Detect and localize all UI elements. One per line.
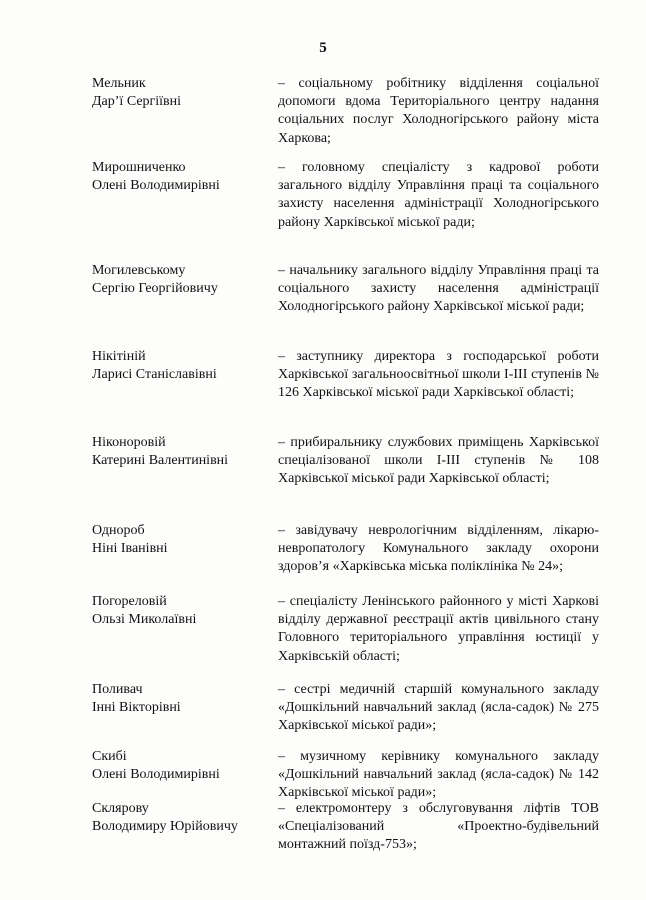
person-given-names: Олені Володимирівні [92, 178, 220, 194]
position-description: – начальнику загального відділу Управління праці та соціального захисту населення адміністрації Холодногірського району Харківської міської ради; [278, 263, 599, 315]
person-given-names: Володимиру Юрійовичу [92, 819, 238, 835]
person-surname: Однороб [92, 523, 145, 538]
person-surname: Мирошниченко [92, 160, 186, 175]
person-name [92, 348, 267, 384]
person-surname: Склярову [92, 801, 149, 816]
position-description: – прибиральнику службових приміщень Харківської спеціалізованої школи І-ІІІ ступенів № 108 Харківської міської ради Харківської області; [278, 435, 599, 487]
position-description: – соціальному робітнику відділення соціальної допомоги вдома Територіального центру надання соціальних послуг Холодногірського району міста Харкова; [278, 76, 599, 146]
page-number: 5 [319, 40, 327, 56]
person-surname: Нікітіній [92, 349, 146, 364]
position-description: – музичному керівнику комунального закладу «Дошкільний навчальний заклад (ясла-садок) № 142 Харківської міської ради»; [278, 749, 599, 801]
position-description: – спеціалісту Ленінського районного у місті Харкові відділу державної реєстрації актів цивільного стану Головного територіального управління юстиції у Харківській області; [278, 594, 599, 664]
person-given-names: Ользі Миколаївні [92, 612, 197, 628]
person-name [92, 262, 267, 298]
person-name [92, 522, 267, 558]
person-name [92, 159, 267, 195]
position-description: – електромонтеру з обслуговування ліфтів ТОВ «Спеціалізований «Проектно-будівельний монтажний поїзд-753»; [278, 801, 599, 853]
person-name [92, 681, 267, 717]
position-description: – головному спеціалісту з кадрової роботи загального відділу Управління праці та соціального захисту населення адміністрації Холодногірського району Харківської міської ради; [278, 160, 599, 230]
person-name [92, 800, 267, 836]
person-name [92, 434, 267, 470]
person-surname: Мельник [92, 76, 146, 91]
person-given-names: Сергію Георгійовичу [92, 281, 218, 297]
position-description: – завідувачу неврологічним відділенням, лікарю-невропатологу Комунального закладу охорони здоров’я «Харківська міська поліклініка № 24»; [278, 523, 599, 575]
person-name [92, 593, 267, 629]
person-given-names: Катерині Валентинівні [92, 453, 229, 469]
person-given-names: Ларисі Станіславівні [92, 367, 217, 383]
person-surname: Поливач [92, 682, 143, 697]
person-surname: Ніконоровій [92, 435, 166, 450]
person-surname: Могилевському [92, 263, 186, 278]
person-given-names: Ніні Іванівні [92, 541, 168, 557]
person-surname: Скибі [92, 749, 127, 764]
person-given-names: Олені Володимирівні [92, 767, 220, 783]
person-name [92, 75, 267, 111]
position-description: – сестрі медичній старшій комунального закладу «Дошкільний навчальний заклад (ясла-садок) № 275 Харківської міської ради»; [278, 682, 599, 734]
person-given-names: Дар’ї Сергіївні [92, 94, 182, 110]
person-surname: Погореловій [92, 594, 167, 609]
person-name [92, 748, 267, 784]
position-description: – заступнику директора з господарської роботи Харківської загальноосвітньої школи І-ІІІ ступенів № 126 Харківської міської ради Харківської області; [278, 349, 599, 401]
person-given-names: Інні Вікторівні [92, 700, 181, 716]
